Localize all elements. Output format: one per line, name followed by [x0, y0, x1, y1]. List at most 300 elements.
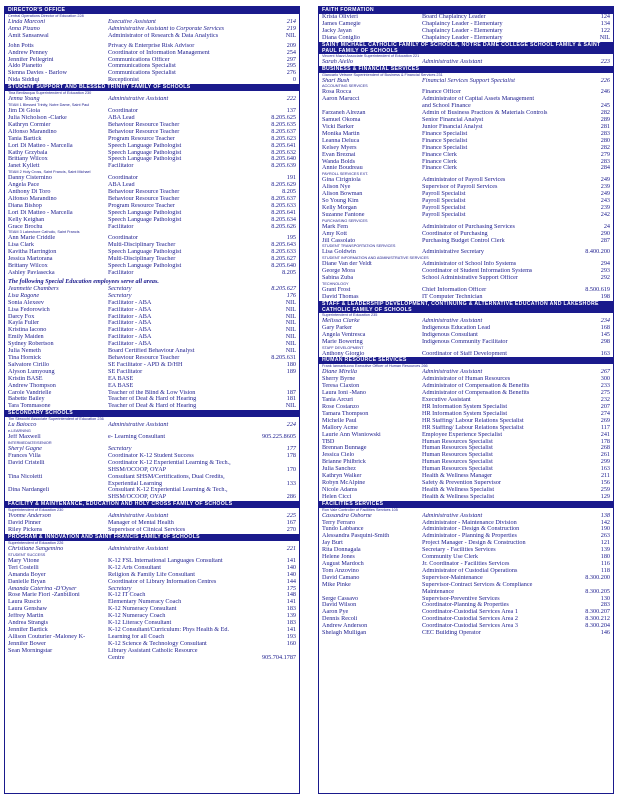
staff-extension: 176: [286, 292, 296, 299]
section-subheader: Superintendent of Education 235: [322, 312, 378, 317]
staff-extension: 8.205.627: [271, 256, 296, 263]
staff-extension: 8.300.200: [585, 574, 610, 581]
staff-title: Finance Clerk: [422, 151, 457, 158]
staff-name: Jessica Cielo: [322, 452, 355, 459]
staff-extension: 0: [292, 77, 296, 84]
staff-name: Krista Olivieri: [322, 14, 358, 20]
staff-extension: 8.205.631: [271, 354, 296, 361]
staff-title: Administrative Assistant: [108, 513, 169, 520]
staff-name: Julia Nicholson -Clarke: [8, 114, 67, 121]
staff-row: [319, 411, 613, 418]
staff-title: Speech Language Pathologist: [108, 142, 182, 149]
staff-extension: NIL: [599, 34, 610, 41]
staff-name: Jeannette Chambers: [8, 285, 59, 292]
staff-row: [5, 403, 299, 410]
staff-row: [5, 520, 299, 527]
staff-extension: 167: [286, 520, 296, 527]
staff-name: Tamara Thompson: [322, 410, 369, 417]
staff-name: [8, 481, 108, 488]
staff-title: Teacher of Deaf & Hard of Hearing: [108, 403, 197, 410]
staff-name: [8, 467, 108, 474]
staff-name: Kelly Morgan: [322, 204, 357, 211]
staff-title: Human Resources Specialist: [422, 459, 493, 466]
section-subheader: TEAM 2 Holy Cross, Saint Francis, Saint Michael: [8, 170, 91, 175]
left-column: [4, 6, 300, 794]
staff-extension: 139: [286, 613, 296, 620]
staff-name: Robyn McAlpine: [322, 479, 366, 486]
staff-name: Jenna Young: [8, 96, 40, 103]
staff-title: Administrative Assistant: [108, 96, 169, 103]
staff-title: Chief Information Officer: [422, 287, 487, 294]
staff-title: Administrator of Payroll Services: [422, 177, 506, 184]
staff-row: [5, 314, 299, 321]
staff-extension: 221: [286, 546, 296, 552]
staff-name: John Potts: [8, 42, 34, 49]
staff-row: [5, 565, 299, 572]
staff-title: Community Use Clerk: [422, 554, 479, 561]
staff-extension: NIL: [285, 32, 296, 39]
staff-row: [319, 547, 613, 554]
staff-name: Marie Bowering: [322, 338, 363, 345]
staff-extension: 141: [286, 557, 296, 564]
staff-row: [319, 96, 613, 103]
staff-extension: 8.300.204: [585, 623, 610, 630]
staff-title: K-12 FSL International Languages Consultant: [108, 557, 223, 564]
staff-title: Human Resources Specialist: [422, 452, 493, 459]
staff-extension: 130: [600, 595, 610, 602]
staff-extension: 138: [600, 512, 610, 519]
staff-name: Danny Cisternino: [8, 175, 52, 182]
staff-row: [319, 224, 613, 231]
staff-name: Wanda Bolds: [322, 158, 356, 165]
staff-name: Diane Van der Veldt: [322, 261, 372, 268]
staff-row: [5, 307, 299, 314]
staff-title: HR Staffing/ Labour Relations Specialist: [422, 424, 524, 431]
staff-row: [319, 35, 613, 42]
staff-title: HR Information System Specialist: [422, 403, 508, 410]
staff-title: Administrator of Purchasing Services: [422, 223, 515, 230]
staff-title: Human Resources Specialist: [422, 466, 493, 473]
staff-row: [319, 540, 613, 547]
staff-title: Indigenous Education Lead: [422, 324, 491, 331]
staff-extension: 178: [600, 438, 610, 445]
staff-row: [5, 136, 299, 143]
staff-title: Facilitator - ABA: [108, 313, 152, 320]
staff-row: [319, 78, 613, 85]
staff-extension: 8.205.629: [271, 182, 296, 189]
staff-title: CEC Building Operator: [422, 630, 481, 637]
staff-name: Laurie Ann Wisniowski: [322, 431, 381, 438]
staff-extension: 8.205.625: [271, 114, 296, 121]
staff-extension: 133: [286, 480, 296, 487]
staff-name: Kelsey Myers: [322, 144, 357, 151]
staff-extension: NIL: [285, 313, 296, 320]
staff-row: [319, 554, 613, 561]
staff-extension: 177: [286, 446, 296, 453]
staff-title: Finance Specialist: [422, 137, 468, 144]
staff-row: [319, 561, 613, 568]
staff-extension: 121: [600, 540, 610, 547]
staff-name: Sabina Zuba: [322, 275, 354, 282]
staff-extension: [294, 383, 296, 390]
staff-name: Mike Pinke: [322, 581, 351, 588]
staff-title: Program Resource Teacher: [108, 135, 175, 142]
section-subheader: Ron Vale Controller of Facilities Services 105: [322, 507, 398, 512]
staff-row: [319, 602, 613, 609]
staff-extension: 267: [600, 369, 610, 376]
staff-row: [5, 210, 299, 217]
staff-title: Speech Language Pathologist: [108, 156, 182, 163]
staff-row: [5, 467, 299, 474]
right-column: [318, 6, 614, 794]
staff-name: Andrew Penney: [8, 49, 48, 56]
staff-row: [319, 459, 613, 466]
staff-row: [5, 606, 299, 613]
staff-extension: 141: [286, 626, 296, 633]
staff-row: [319, 616, 613, 623]
staff-name: Frances Villa: [8, 452, 41, 459]
staff-row: [5, 196, 299, 203]
staff-extension: NIL: [285, 341, 296, 348]
staff-row: [319, 14, 613, 21]
staff-extension: 160: [286, 640, 296, 647]
staff-title: K-12 Numeracy Coach: [108, 613, 166, 620]
staff-row: [5, 648, 299, 655]
staff-name: [322, 103, 422, 110]
staff-extension: 294: [600, 261, 610, 268]
staff-row: [319, 287, 613, 294]
staff-name: Brianne Philbrick: [322, 459, 366, 466]
staff-row: [5, 150, 299, 157]
staff-row: [5, 592, 299, 599]
staff-title: Finance Officer: [422, 89, 461, 96]
staff-row: [5, 376, 299, 383]
staff-row: [319, 131, 613, 138]
staff-title: Administrator of Compensation & Benefits: [422, 390, 530, 397]
staff-title: Chaplaincy Leader - Elementary: [422, 20, 503, 27]
staff-extension: 283: [600, 602, 610, 609]
staff-row: [5, 129, 299, 136]
staff-name: Brittany Wilcox: [8, 263, 48, 270]
staff-title: Secretary: [108, 446, 132, 453]
section-subheader: STAFF DEVELOPMENT: [322, 345, 364, 350]
staff-row: [5, 96, 299, 103]
staff-name: Terry Ferraro: [322, 519, 356, 526]
staff-extension: 122: [600, 27, 610, 34]
staff-extension: 259: [600, 486, 610, 493]
staff-title: Administrative Assistant: [108, 546, 169, 552]
section-subheader: Giancarlo Vetrone Superintendent of Business & Financial Services 231: [322, 72, 443, 77]
staff-name: Laura Ioni -Mano: [322, 390, 366, 397]
staff-row: [5, 286, 299, 293]
staff-name: Amanda Caterina -D'Oyser: [8, 585, 77, 592]
staff-name: Sonia Alexeev: [8, 299, 44, 306]
staff-title: Administrative Assistant: [422, 58, 483, 65]
staff-title: EA BASE: [108, 382, 134, 389]
staff-title: Human Resources Specialist: [422, 445, 493, 452]
staff-title: HR Information System Specialist: [422, 410, 508, 417]
staff-extension: 276: [286, 70, 296, 77]
staff-name: Lori Di Matteo - Marcella: [8, 142, 73, 149]
staff-title: Coordinator of Purchasing: [422, 230, 488, 237]
staff-title: Behaviour Resource Teacher: [108, 354, 180, 361]
staff-title: Junior Financial Analyst: [422, 123, 483, 130]
staff-title: Coordinator-Custodial Services Area 1: [422, 609, 518, 616]
staff-row: [5, 270, 299, 277]
staff-row: [319, 59, 613, 66]
staff-title: Learning for all Coach: [108, 633, 165, 640]
staff-name: Nida Siddiqi: [8, 77, 40, 84]
staff-name: Jay Burt: [322, 540, 343, 547]
staff-row: [319, 145, 613, 152]
staff-extension: 178: [286, 452, 296, 459]
staff-title: Facilitator - ABA: [108, 334, 152, 341]
staff-extension: 219: [286, 25, 296, 32]
staff-extension: 299: [600, 459, 610, 466]
staff-row: [319, 425, 613, 432]
staff-name: Amanda Boyer: [8, 571, 46, 578]
staff-row: [5, 474, 299, 481]
staff-name: Melissa Clarke: [322, 317, 360, 324]
staff-extension: 261: [600, 452, 610, 459]
section-subheader: PURCHASING SERVICES: [322, 218, 368, 223]
staff-row: [319, 212, 613, 219]
staff-row: [5, 383, 299, 390]
staff-extension: 282: [600, 110, 610, 117]
staff-title: Coordinator-Planning & Properties: [422, 602, 509, 609]
staff-row: [5, 599, 299, 606]
staff-title: EA BASE: [108, 375, 134, 382]
staff-name: Mary Vitone: [8, 557, 40, 564]
section-note: The following Special Education employees serve all areas.: [8, 277, 159, 285]
staff-extension: 275: [600, 390, 610, 397]
staff-row: [319, 110, 613, 117]
staff-title: Multi-Disciplinary Teacher: [108, 242, 176, 249]
staff-row: [319, 351, 613, 358]
staff-title: Administrator of Capital Assets Management: [422, 96, 535, 103]
staff-name: Anthony Di Toro: [8, 189, 51, 196]
staff-row: [319, 28, 613, 35]
staff-extension: 270: [286, 527, 296, 534]
staff-name: Danielle Bryan: [8, 578, 46, 585]
staff-extension: [608, 96, 610, 103]
staff-extension: 180: [286, 361, 296, 368]
staff-row: [5, 175, 299, 182]
staff-title: Administrator of Compensation & Benefits: [422, 383, 530, 390]
staff-row: [5, 334, 299, 341]
staff-row: [319, 568, 613, 575]
staff-extension: 239: [600, 184, 610, 191]
staff-name: August Mardoch: [322, 561, 364, 567]
staff-row: [5, 481, 299, 488]
staff-title: SE Facilitator: [108, 368, 143, 375]
staff-extension: 156: [600, 479, 610, 486]
staff-name: Tara Tommasone: [8, 403, 51, 410]
staff-title: Board Certified Behaviour Analyst: [108, 348, 195, 355]
staff-name: [322, 589, 422, 596]
staff-name: Mark Fem: [322, 223, 348, 230]
section-subheader: TEAM 1 Blessed Trinity, Notre Dame, Saint Paul: [8, 103, 90, 108]
staff-extension: 242: [600, 211, 610, 218]
section-subheader: STUDENT TRANSPORTATION SERVICES: [322, 244, 396, 249]
staff-extension: 8.205.637: [271, 195, 296, 202]
section-subheader: Tim Sbrocchi Associate Superintendent of Education 236: [8, 417, 104, 422]
staff-name: David Cristelli: [8, 459, 45, 466]
staff-title: Facilitator - ABA: [108, 341, 152, 348]
staff-extension: 8.205.640: [271, 156, 296, 163]
staff-extension: 279: [600, 151, 610, 158]
staff-title: ABA Lead: [108, 114, 135, 121]
section-header: FACILITY & MAINTENANCE, EDUCATION AND HOLY CROSS FAMILY OF SCHOOLS: [5, 501, 299, 508]
staff-title: Supervisor-Maintenance: [422, 574, 483, 581]
staff-title: Experiential Learning: [108, 480, 163, 487]
staff-row: [5, 641, 299, 648]
staff-title: Multi-Disciplinary Teacher: [108, 256, 176, 263]
staff-name: Sarah Aiello: [322, 58, 353, 65]
staff-title: Facilitator: [108, 270, 134, 276]
staff-row: [5, 50, 299, 57]
staff-name: So Young Kim: [322, 198, 359, 205]
staff-extension: 183: [286, 606, 296, 613]
staff-name: Jim Di Gioia: [8, 108, 40, 115]
staff-extension: 214: [286, 19, 296, 25]
staff-row: [319, 445, 613, 452]
staff-extension: 198: [600, 294, 610, 300]
section-subheader: STUDENT SUCCESS: [8, 552, 46, 557]
staff-name: Serge Cassavo: [322, 595, 359, 602]
staff-title: Board Chaplaincy Leader: [422, 14, 486, 20]
staff-row: [5, 513, 299, 520]
staff-title: Administrator of Custodial Operations: [422, 567, 518, 574]
section-header: BUSINESS & FINANCIAL SERVICES: [319, 66, 613, 73]
staff-extension: 246: [600, 89, 610, 96]
staff-name: Jeffrey Martin: [8, 613, 44, 620]
staff-extension: [294, 474, 296, 481]
staff-name: Teresa Claxton: [322, 383, 360, 390]
staff-title: Executive Assistant: [422, 397, 471, 404]
staff-title: Supervisor of Clinical Services: [108, 527, 186, 534]
staff-row: [319, 21, 613, 28]
staff-row: [319, 165, 613, 172]
staff-name: Angela Pace: [8, 182, 40, 189]
staff-extension: 175: [286, 585, 296, 592]
staff-title: Manager of Mental Health: [108, 520, 174, 527]
staff-name: Riley Pickens: [8, 527, 43, 534]
staff-title: Centre: [108, 654, 125, 661]
staff-row: [319, 480, 613, 487]
staff-title: Behaviour Resource Teacher: [108, 195, 180, 202]
staff-extension: 232: [600, 397, 610, 404]
staff-extension: 8.205.639: [271, 163, 296, 170]
staff-row: [5, 70, 299, 77]
staff-name: Cassandra Osborne: [322, 512, 372, 519]
staff-name: Alfonso Marandino: [8, 195, 57, 202]
staff-title: K-12 Science & Technology Consultant: [108, 640, 207, 647]
staff-row: [5, 26, 299, 33]
staff-title: Chaplaincy Leader - Elementary: [422, 34, 503, 41]
staff-title: Coordinator-Custodial Services Area 3: [422, 623, 518, 630]
staff-extension: 224: [286, 422, 296, 429]
staff-name: Andrew Thompson: [8, 382, 56, 389]
staff-name: Laura Genshaw: [8, 606, 47, 613]
staff-row: [319, 630, 613, 637]
staff-title: Facilitator: [108, 163, 134, 170]
staff-name: Andrew Anderson: [322, 623, 368, 630]
staff-row: [319, 432, 613, 439]
staff-name: Diane Mirella: [322, 369, 357, 376]
staff-title: Indigenous Community Facilitator: [422, 338, 508, 345]
staff-name: Lori Di Matteo - Marcella: [8, 209, 73, 216]
staff-name: Alfonso Marandino: [8, 128, 57, 135]
staff-extension: 283: [600, 158, 610, 165]
staff-row: [319, 268, 613, 275]
staff-name: Anna Pizano: [8, 25, 40, 32]
staff-row: [5, 163, 299, 170]
staff-extension: 163: [600, 466, 610, 473]
staff-extension: 249: [600, 191, 610, 198]
staff-title: K-12 Literacy Consultant: [108, 620, 172, 627]
staff-row: [5, 108, 299, 115]
staff-row: [319, 397, 613, 404]
staff-extension: 8.205.637: [271, 128, 296, 135]
staff-name: Dennis Recoli: [322, 616, 358, 623]
staff-name: Jennifer Bower: [8, 640, 46, 647]
staff-name: Grace Brochu: [8, 223, 43, 230]
staff-title: Administrator of Research & Data Analytics: [108, 32, 219, 39]
staff-extension: NIL: [285, 334, 296, 341]
staff-title: Admin of Business Practices & Materials Controls: [422, 110, 548, 117]
staff-extension: 8.205: [282, 270, 296, 276]
staff-row: [5, 300, 299, 307]
staff-title: Facilitator - ABA: [108, 299, 152, 306]
staff-title: Privacy & Enterprise Risk Advisor: [108, 42, 195, 49]
staff-name: Nicole Adams: [322, 486, 358, 493]
section-subheader: Vincent Mazzi Associate Superintendent of Education 221: [322, 53, 420, 58]
staff-name: Sienna Davies - Barlow: [8, 70, 67, 77]
staff-row: [319, 231, 613, 238]
staff-extension: NIL: [285, 403, 296, 410]
staff-extension: 8.205.643: [271, 242, 296, 249]
staff-name: Kelly Keighan: [8, 216, 45, 223]
staff-row: [319, 487, 613, 494]
staff-title: Speech Language Pathologist: [108, 209, 182, 216]
staff-name: Rose Marie Fiori -Zanbilloni: [8, 592, 80, 599]
staff-name: Aldo Pianetto: [8, 63, 43, 70]
staff-name: Sherry Byrne: [322, 376, 356, 383]
staff-name: Shelagh Mulligan: [322, 630, 367, 637]
staff-title: Financial Services Support Specialist: [422, 77, 515, 84]
staff-name: Dina Nardangeli: [8, 487, 50, 494]
staff-extension: 190: [600, 526, 610, 533]
staff-title: IT Computer Technician: [422, 294, 483, 300]
staff-title: Coordinator: [108, 235, 138, 242]
staff-title: Coordinator of Library Information Centres: [108, 578, 217, 585]
staff-title: Administrator - Planning & Properties: [422, 533, 517, 540]
staff-name: TBD: [322, 438, 335, 445]
staff-row: [5, 613, 299, 620]
section-header: HUMAN RESOURCE SERVICES: [319, 357, 613, 364]
staff-row: [5, 586, 299, 593]
staff-extension: 222: [286, 96, 296, 103]
staff-row: [5, 242, 299, 249]
staff-name: Jessica Martorana: [8, 256, 53, 263]
staff-row: [319, 520, 613, 527]
section-subheader: PAYROLL SERVICES EXT.: [322, 172, 369, 177]
staff-name: Sean Morningstar: [8, 647, 53, 654]
staff-extension: 144: [286, 578, 296, 585]
staff-row: [319, 275, 613, 282]
staff-name: Julia Nemeth: [8, 348, 41, 355]
